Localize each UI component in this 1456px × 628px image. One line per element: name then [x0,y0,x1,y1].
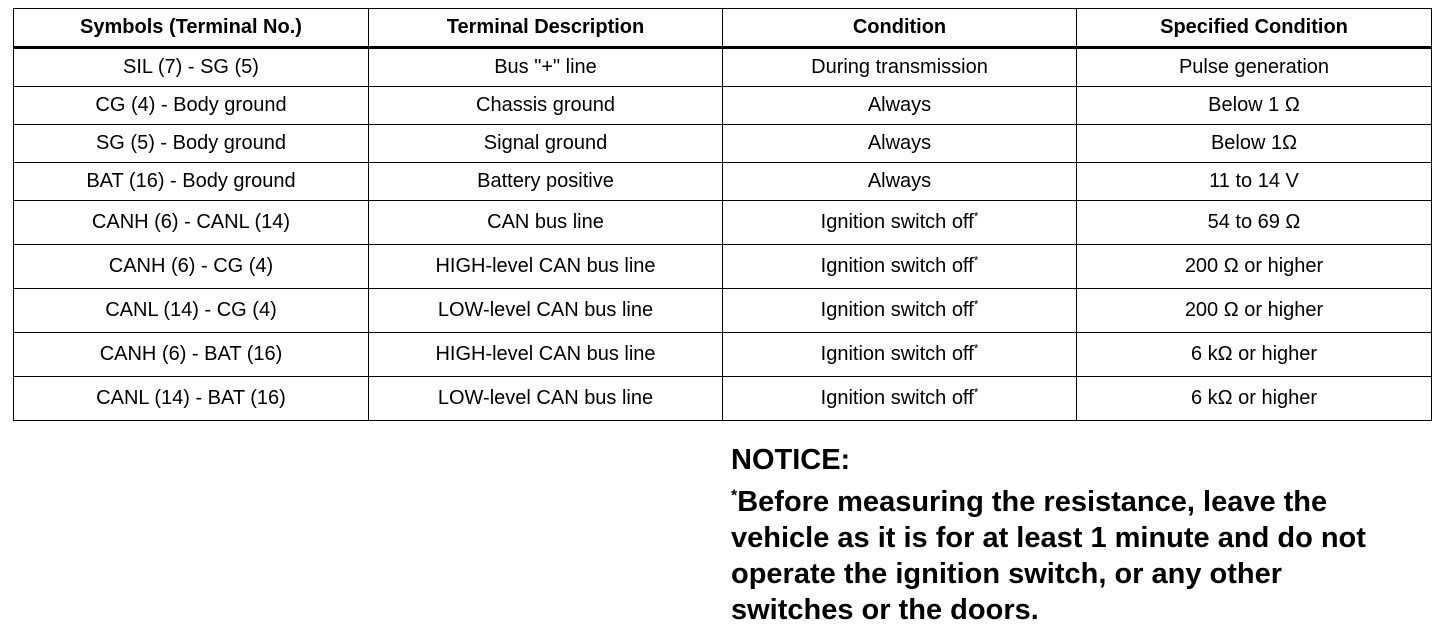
cell-symbols: CG (4) - Body ground [14,87,369,125]
table-row [14,125,1432,163]
cell-specified: 200 Ω or higher [1077,289,1432,333]
cell-condition [723,201,1077,245]
notice-line-2: vehicle as it is for at least 1 minute and do not [731,522,1366,554]
table-row [14,87,1432,125]
cell-symbols: CANH (6) - CANL (14) [14,201,369,245]
cell-specified: Below 1Ω [1077,125,1432,163]
table-row [14,245,1432,289]
cell-condition [723,377,1077,421]
cell-specified: 200 Ω or higher [1077,245,1432,289]
cell-description: Chassis ground [369,87,723,125]
cell-specified: 11 to 14 V [1077,163,1432,201]
header-condition: Condition [723,9,1077,48]
cell-condition [723,163,1077,201]
condition-text: Ignition switch off [820,255,974,277]
cell-specified: Below 1 Ω [1077,87,1432,125]
cell-specified: 54 to 69 Ω [1077,201,1432,245]
condition-mark: * [973,209,979,224]
cell-condition [723,48,1077,87]
cell-description: LOW-level CAN bus line [369,289,723,333]
cell-symbols: CANL (14) - CG (4) [14,289,369,333]
cell-symbols: BAT (16) - Body ground [14,163,369,201]
cell-condition [723,289,1077,333]
cell-description: Signal ground [369,125,723,163]
cell-description: LOW-level CAN bus line [369,377,723,421]
condition-text: During transmission [811,56,988,78]
cell-specified: Pulse generation [1077,48,1432,87]
condition-text: Always [867,132,932,154]
cell-description: Battery positive [369,163,723,201]
cell-symbols: SIL (7) - SG (5) [14,48,369,87]
notice-line-1 [731,484,1431,520]
cell-symbols: CANH (6) - BAT (16) [14,333,369,377]
table-row [14,289,1432,333]
cell-condition [723,245,1077,289]
cell-condition [723,87,1077,125]
cell-description: HIGH-level CAN bus line [369,245,723,289]
condition-text: Ignition switch off [820,299,974,321]
notice-line-4: switches or the doors. [731,594,1039,626]
header-specified-condition: Specified Condition [1077,9,1432,48]
cell-description: CAN bus line [369,201,723,245]
terminal-spec-table [13,8,1432,421]
notice-title: NOTICE: [731,444,851,476]
cell-specified: 6 kΩ or higher [1077,377,1432,421]
table-row [14,377,1432,421]
condition-mark: * [973,385,979,400]
condition-mark: * [973,341,979,356]
notice-mark: * [731,487,738,505]
cell-symbols: CANH (6) - CG (4) [14,245,369,289]
condition-mark: * [973,297,979,312]
condition-text: Ignition switch off [820,211,974,233]
notice-block [731,442,1431,628]
condition-text: Always [867,94,932,116]
cell-symbols: CANL (14) - BAT (16) [14,377,369,421]
table-header-row [14,9,1432,48]
header-terminal-description: Terminal Description [369,9,723,48]
condition-text: Ignition switch off [820,343,974,365]
condition-mark: * [973,253,979,268]
cell-specified: 6 kΩ or higher [1077,333,1432,377]
table-row [14,201,1432,245]
table-row [14,163,1432,201]
cell-description: HIGH-level CAN bus line [369,333,723,377]
cell-condition [723,333,1077,377]
table-row [14,48,1432,87]
header-symbols: Symbols (Terminal No.) [14,9,369,48]
cell-condition [723,125,1077,163]
notice-text-1: Before measuring the resistance, leave the [737,486,1328,518]
table-row [14,333,1432,377]
condition-text: Ignition switch off [820,387,974,409]
cell-symbols: SG (5) - Body ground [14,125,369,163]
cell-description: Bus "+" line [369,48,723,87]
condition-text: Always [867,170,932,192]
notice-line-3: operate the ignition switch, or any other [731,558,1283,590]
